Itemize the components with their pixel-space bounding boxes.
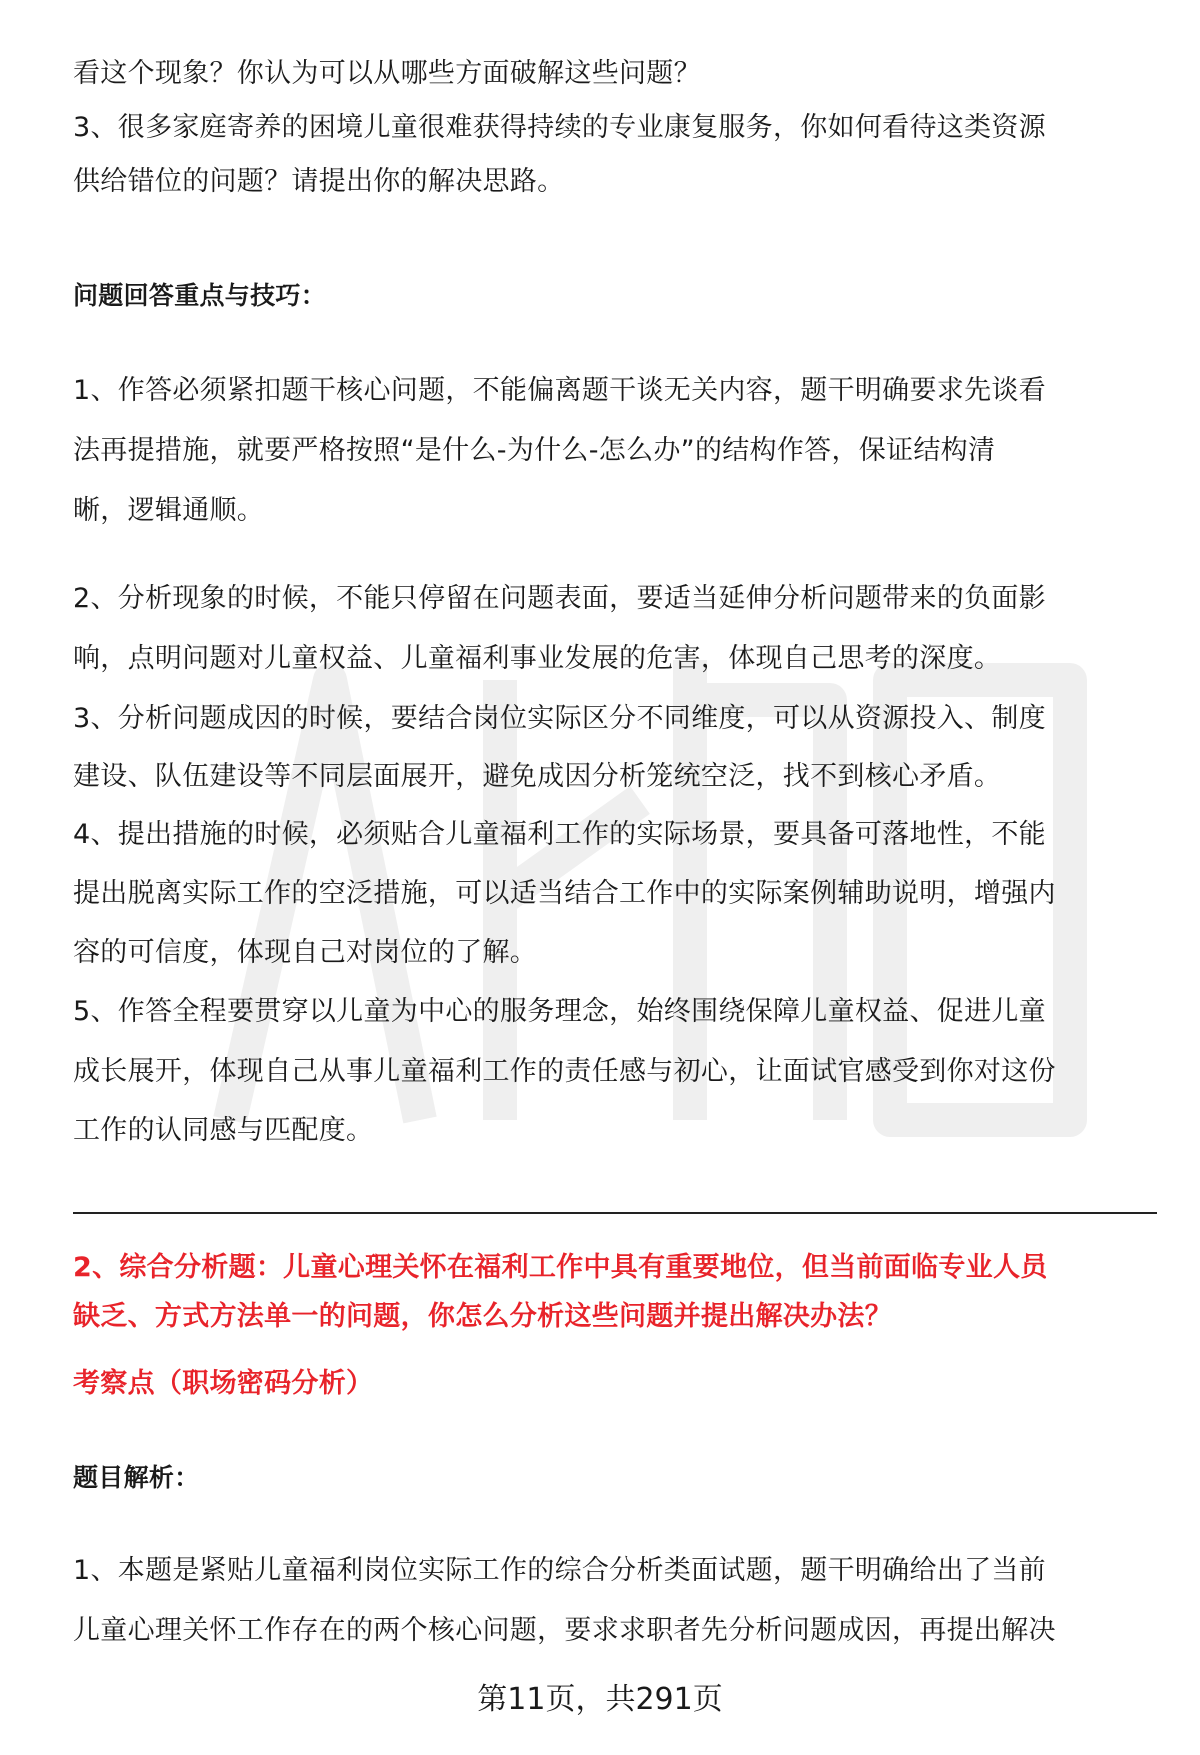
text-line-7: 晰，逻辑通顺。 (73, 495, 265, 526)
section-heading-tips: 问题回答重点与技巧： (73, 281, 327, 310)
text-line-2: 3、很多家庭寄养的困境儿童很难获得持续的专业康复服务，你如何看待这类资源 (73, 112, 1046, 143)
text-line-11: 建设、队伍建设等不同层面展开，避免成因分析笼统空泛，找不到核心矛盾。 (73, 761, 1002, 792)
text-line-9: 响，点明问题对儿童权益、儿童福利事业发展的危害，体现自己思考的深度。 (73, 643, 1002, 674)
analysis-heading: 题目解析： (73, 1463, 200, 1492)
text-line-3: 供给错位的问题？请提出你的解决思路。 (73, 166, 565, 197)
section-divider (73, 1212, 1157, 1214)
text-line-10: 3、分析问题成因的时候，要结合岗位实际区分不同维度，可以从资源投入、制度 (73, 703, 1046, 734)
text-line-8: 2、分析现象的时候，不能只停留在问题表面，要适当延伸分析问题带来的负面影 (73, 583, 1046, 614)
text-line-16: 成长展开，体现自己从事儿童福利工作的责任感与初心，让面试官感受到你对这份 (73, 1056, 1056, 1087)
text-line-17: 工作的认同感与匹配度。 (73, 1115, 374, 1146)
text-line-14: 容的可信度，体现自己对岗位的了解。 (73, 937, 538, 968)
question-title-line-2: 缺乏、方式方法单一的问题，你怎么分析这些问题并提出解决办法？ (73, 1301, 892, 1332)
text-line-12: 4、提出措施的时候，必须贴合儿童福利工作的实际场景，要具备可落地性，不能 (73, 819, 1046, 850)
text-line-5: 1、作答必须紧扣题干核心问题，不能偏离题干谈无关内容，题干明确要求先谈看 (73, 375, 1046, 406)
text-line-23: 儿童心理关怀工作存在的两个核心问题，要求求职者先分析问题成因，再提出解决 (73, 1615, 1056, 1646)
text-line-15: 5、作答全程要贯穿以儿童为中心的服务理念，始终围绕保障儿童权益、促进儿童 (73, 996, 1046, 1027)
text-line-22: 1、本题是紧贴儿童福利岗位实际工作的综合分析类面试题，题干明确给出了当前 (73, 1555, 1046, 1586)
text-line-13: 提出脱离实际工作的空泛措施，可以适当结合工作中的实际案例辅助说明，增强内 (73, 878, 1056, 909)
text-line-1: 看这个现象？你认为可以从哪些方面破解这些问题？ (73, 58, 701, 89)
text-line-6: 法再提措施，就要严格按照“是什么-为什么-怎么办”的结构作答，保证结构清 (73, 435, 996, 466)
assessment-point-heading: 考察点（职场密码分析） (73, 1368, 374, 1399)
question-title-line-1: 2、综合分析题：儿童心理关怀在福利工作中具有重要地位，但当前面临专业人员 (73, 1252, 1048, 1283)
page-number-footer: 第11页，共291页 (477, 1682, 723, 1717)
